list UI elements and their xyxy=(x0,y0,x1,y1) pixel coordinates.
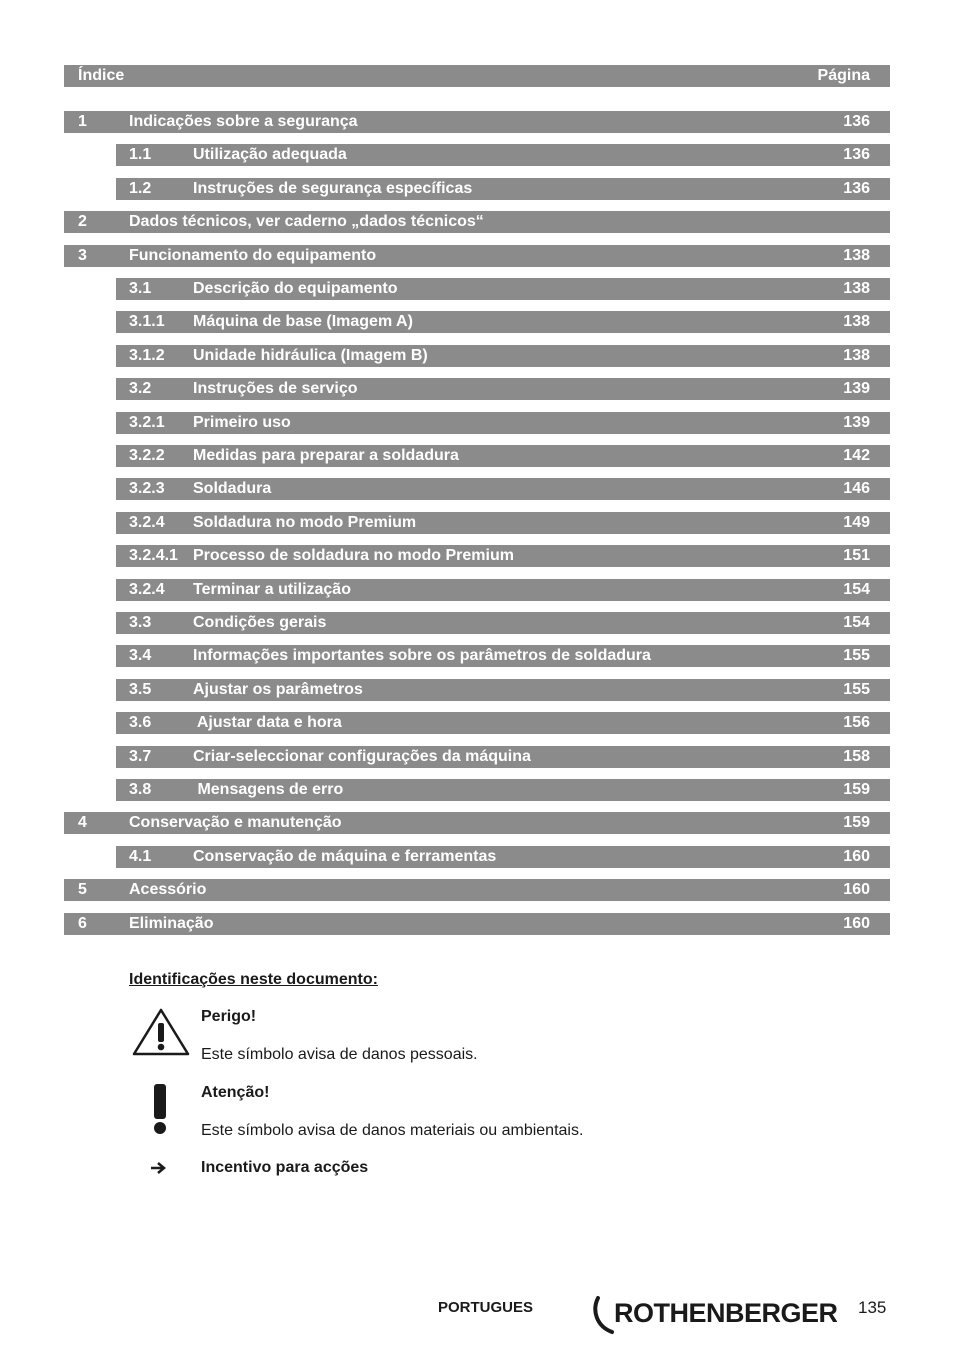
toc-row-page: 160 xyxy=(843,881,870,898)
toc-row-page: 146 xyxy=(843,480,870,497)
toc-row-number: 3.2.3 xyxy=(129,480,165,497)
toc-row xyxy=(116,746,890,768)
toc-row-title: Conservação de máquina e ferramentas xyxy=(193,848,497,865)
toc-row-title: Processo de soldadura no modo Premium xyxy=(193,547,514,564)
toc-row-title: Máquina de base (Imagem A) xyxy=(193,313,413,330)
toc-row-page: 159 xyxy=(843,781,870,798)
toc-row-title: Funcionamento do equipamento xyxy=(129,247,377,264)
toc-row xyxy=(116,445,890,467)
toc-row-title: Instruções de segurança específicas xyxy=(193,180,473,197)
toc-row-number: 1.1 xyxy=(129,146,152,163)
toc-row-page: 142 xyxy=(843,447,870,464)
toc-row-number: 3 xyxy=(78,247,87,264)
toc-row xyxy=(64,913,890,935)
toc-row-number: 3.7 xyxy=(129,748,152,765)
toc-row xyxy=(116,178,890,200)
legend-title: Identificações neste documento: xyxy=(129,971,378,988)
brand-logo-text: ROTHENBERGER xyxy=(614,1298,837,1328)
toc-row-title: Unidade hidráulica (Imagem B) xyxy=(193,347,428,364)
warning-triangle-icon xyxy=(132,1007,190,1057)
attention-heading: Atenção! xyxy=(201,1084,270,1101)
page-number: 135 xyxy=(858,1298,887,1317)
toc-row-title: Primeiro uso xyxy=(193,414,291,431)
toc-row xyxy=(116,378,890,400)
toc-row-page: 139 xyxy=(843,414,870,431)
toc-row-page: 155 xyxy=(843,647,870,664)
toc-row-number: 3.2 xyxy=(129,380,152,397)
toc-row xyxy=(116,412,890,434)
toc-row-title: Terminar a utilização xyxy=(193,581,351,598)
toc-row xyxy=(116,345,890,367)
toc-row xyxy=(116,645,890,667)
toc-row-number: 2 xyxy=(78,213,87,230)
toc-row-page: 136 xyxy=(843,146,870,163)
toc-row xyxy=(116,545,890,567)
toc-row-page: 138 xyxy=(843,347,870,364)
toc-row-number: 3.3 xyxy=(129,614,152,631)
toc-row-number: 1 xyxy=(78,113,87,130)
toc-row-page: 160 xyxy=(843,848,870,865)
toc-row-page: 151 xyxy=(843,547,870,564)
toc-row-number: 3.5 xyxy=(129,681,152,698)
toc-row xyxy=(64,879,890,901)
toc-row-number: 3.8 xyxy=(129,781,152,798)
toc-row-page: 138 xyxy=(843,313,870,330)
toc-row xyxy=(116,779,890,801)
toc-row-page: 156 xyxy=(843,714,870,731)
toc-row-title: Mensagens de erro xyxy=(193,781,344,798)
toc-row xyxy=(64,245,890,267)
toc-row-title: Ajustar os parâmetros xyxy=(193,681,363,698)
toc-row-title: Soldadura xyxy=(193,480,272,497)
toc-row xyxy=(64,111,890,133)
toc-header xyxy=(64,65,890,87)
toc-row-title: Criar-seleccionar configurações da máquina xyxy=(193,748,531,765)
toc-row-page: 159 xyxy=(843,814,870,831)
toc-row-number: 3.4 xyxy=(129,647,152,664)
toc-row xyxy=(116,512,890,534)
toc-row-page: 154 xyxy=(843,614,870,631)
toc-row-title: Acessório xyxy=(129,881,207,898)
brand-logo-mark xyxy=(592,1290,837,1336)
danger-heading: Perigo! xyxy=(201,1008,257,1025)
toc-row-number: 4.1 xyxy=(129,848,152,865)
toc-row-number: 3.1 xyxy=(129,280,152,297)
toc-row-number: 3.2.4 xyxy=(129,514,165,531)
toc-row-page: 149 xyxy=(843,514,870,531)
toc-row-page: 158 xyxy=(843,748,870,765)
toc-row-number: 1.2 xyxy=(129,180,152,197)
toc-row xyxy=(116,144,890,166)
brand-logo xyxy=(592,1290,837,1341)
toc-row-number: 3.1.2 xyxy=(129,347,165,364)
toc-row-title: Descrição do equipamento xyxy=(193,280,398,297)
toc-row-number: 3.2.1 xyxy=(129,414,165,431)
toc-row xyxy=(64,812,890,834)
exclamation-icon xyxy=(149,1083,171,1135)
toc-row xyxy=(116,579,890,601)
toc-row xyxy=(116,679,890,701)
toc-row-number: 3.2.4 xyxy=(129,581,165,598)
toc-row-page: 160 xyxy=(843,915,870,932)
danger-description: Este símbolo avisa de danos pessoais. xyxy=(201,1046,478,1063)
toc-row xyxy=(116,712,890,734)
arrow-right-icon xyxy=(150,1161,166,1175)
toc-row xyxy=(116,612,890,634)
toc-row-number: 5 xyxy=(78,881,87,898)
toc-row-title: Eliminação xyxy=(129,915,214,932)
toc-row xyxy=(116,311,890,333)
footer-language: PORTUGUES xyxy=(438,1299,534,1316)
toc-row-page: 154 xyxy=(843,581,870,598)
toc-row-number: 4 xyxy=(78,814,87,831)
toc-row-title: Soldadura no modo Premium xyxy=(193,514,417,531)
toc-header-page-label: Página xyxy=(817,67,870,84)
toc-row-page: 136 xyxy=(843,113,870,130)
toc-row-number: 3.1.1 xyxy=(129,313,165,330)
toc-row-number: 3.2.4.1 xyxy=(129,547,178,564)
toc-row-title: Utilização adequada xyxy=(193,146,347,163)
toc-row-title: Informações importantes sobre os parâmetros de soldadura xyxy=(193,647,651,664)
toc-row-page: 138 xyxy=(843,247,870,264)
toc-row-title: Ajustar data e hora xyxy=(193,714,342,731)
toc-row-number: 6 xyxy=(78,915,87,932)
toc-row xyxy=(116,278,890,300)
action-heading: Incentivo para acções xyxy=(201,1159,369,1176)
toc-header-title: Índice xyxy=(78,67,125,84)
toc-row-number: 3.2.2 xyxy=(129,447,165,464)
toc-row-number: 3.6 xyxy=(129,714,152,731)
toc-row-page: 139 xyxy=(843,380,870,397)
attention-description: Este símbolo avisa de danos materiais ou ambientais. xyxy=(201,1122,584,1139)
toc-row xyxy=(116,478,890,500)
toc-row-title: Dados técnicos, ver caderno „dados técnicos“ xyxy=(129,213,484,230)
toc-row-title: Indicações sobre a segurança xyxy=(129,113,358,130)
toc-row-title: Conservação e manutenção xyxy=(129,814,342,831)
toc-row xyxy=(64,211,890,233)
toc-row xyxy=(116,846,890,868)
toc-row-title: Medidas para preparar a soldadura xyxy=(193,447,459,464)
toc-row-page: 155 xyxy=(843,681,870,698)
toc-row-title: Condições gerais xyxy=(193,614,327,631)
toc-row-title: Instruções de serviço xyxy=(193,380,358,397)
toc-row-page: 136 xyxy=(843,180,870,197)
toc-row-page: 138 xyxy=(843,280,870,297)
